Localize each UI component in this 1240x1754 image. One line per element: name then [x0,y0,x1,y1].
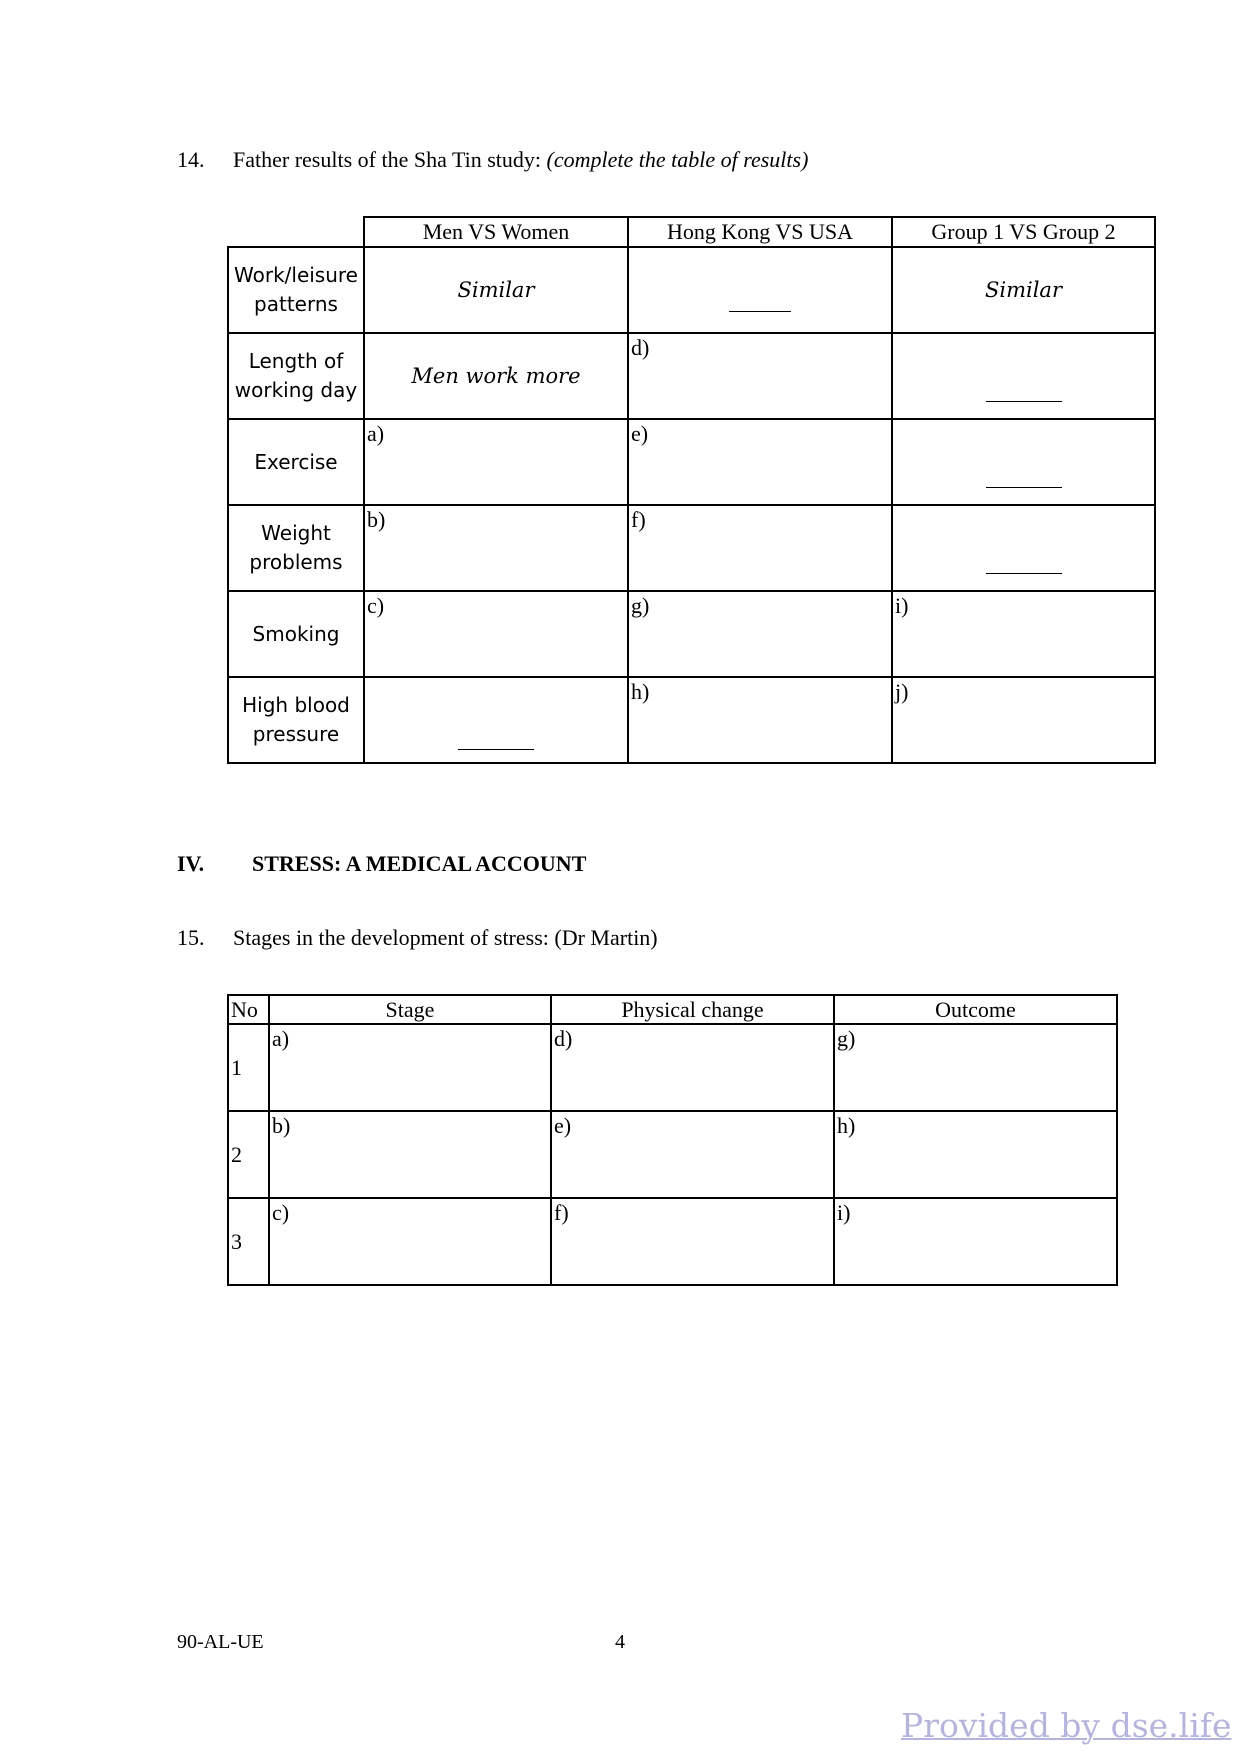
answer-label: g) [837,1026,856,1051]
question-instruction: (complete the table of results) [546,147,809,172]
table-row [228,591,1155,677]
answer-cell[interactable] [892,591,1155,677]
question-text: Stages in the development of stress: (Dr Martin) [233,925,658,950]
given-answer-cell: Similar [364,247,628,333]
question-number: 14. [177,147,205,172]
row-label: Work/leisure patterns [228,247,364,333]
not-applicable-cell [892,419,1155,505]
section-heading [177,850,586,878]
dash-mark [629,292,891,318]
row-label: High blood pressure [228,677,364,763]
table-row [228,333,1155,419]
column-header: Hong Kong VS USA [628,217,892,247]
table-body [228,247,1155,763]
answer-label: f) [631,507,646,532]
column-header: No [228,995,269,1024]
header-corner [228,217,364,247]
answer-label: h) [631,679,650,704]
answer-label: g) [631,593,650,618]
table-row [228,677,1155,763]
answer-cell[interactable] [834,1198,1117,1285]
answer-label: b) [367,507,386,532]
column-header: Group 1 VS Group 2 [892,217,1155,247]
dash-mark [365,730,627,756]
sha-tin-results-table [227,216,1156,764]
answer-cell[interactable] [551,1198,834,1285]
section-title: STRESS: A MEDICAL ACCOUNT [252,851,587,876]
page-number: 4 [615,1631,625,1653]
answer-label: c) [367,593,385,618]
table-row [228,1198,1117,1285]
row-number: 3 [228,1198,269,1285]
answer-label: a) [272,1026,290,1051]
answer-cell[interactable] [551,1111,834,1198]
dash-mark [893,554,1154,580]
answer-label: a) [367,421,385,446]
answer-label: i) [895,593,909,618]
answer-label: e) [554,1113,572,1138]
row-label: Length of working day [228,333,364,419]
answer-label: c) [272,1200,290,1225]
answer-cell[interactable] [892,677,1155,763]
not-applicable-cell [628,247,892,333]
answer-label: i) [837,1200,851,1225]
row-label: Exercise [228,419,364,505]
column-header: Physical change [551,995,834,1024]
answer-cell[interactable] [364,591,628,677]
answer-cell[interactable] [628,677,892,763]
column-header: Stage [269,995,551,1024]
table-header-row [228,217,1155,247]
answer-cell[interactable] [364,505,628,591]
answer-cell[interactable] [834,1111,1117,1198]
answer-label: h) [837,1113,856,1138]
answer-label: d) [631,335,650,360]
answer-cell[interactable] [269,1198,551,1285]
answer-cell[interactable] [834,1024,1117,1111]
exam-code: 90-AL-UE [177,1631,264,1653]
dash-mark [893,382,1154,408]
answer-cell[interactable] [628,591,892,677]
stress-stages-table [227,994,1118,1286]
given-answer-cell: Men work more [364,333,628,419]
answer-label: e) [631,421,649,446]
row-label: Weight problems [228,505,364,591]
answer-cell[interactable] [551,1024,834,1111]
table-row [228,505,1155,591]
row-number: 2 [228,1111,269,1198]
section-numeral: IV. [177,851,205,876]
question-14 [177,146,808,174]
question-number: 15. [177,925,205,950]
table-row [228,419,1155,505]
watermark-link[interactable]: Provided by dse.life [901,1706,1232,1745]
answer-cell[interactable] [628,505,892,591]
table-header-row [228,995,1117,1024]
answer-cell[interactable] [269,1024,551,1111]
table-row [228,1024,1117,1111]
given-answer-cell: Similar [892,247,1155,333]
question-15 [177,924,658,952]
column-header: Men VS Women [364,217,628,247]
dash-mark [893,468,1154,494]
not-applicable-cell [892,333,1155,419]
table-body [228,1024,1117,1285]
not-applicable-cell [892,505,1155,591]
answer-label: f) [554,1200,569,1225]
answer-label: j) [895,679,909,704]
answer-cell[interactable] [269,1111,551,1198]
row-label: Smoking [228,591,364,677]
answer-cell[interactable] [628,333,892,419]
table-row [228,247,1155,333]
answer-cell[interactable] [628,419,892,505]
answer-label: d) [554,1026,573,1051]
column-header: Outcome [834,995,1117,1024]
answer-label: b) [272,1113,291,1138]
row-number: 1 [228,1024,269,1111]
question-text: Father results of the Sha Tin study: [233,147,547,172]
answer-cell[interactable] [364,419,628,505]
table-row [228,1111,1117,1198]
not-applicable-cell [364,677,628,763]
